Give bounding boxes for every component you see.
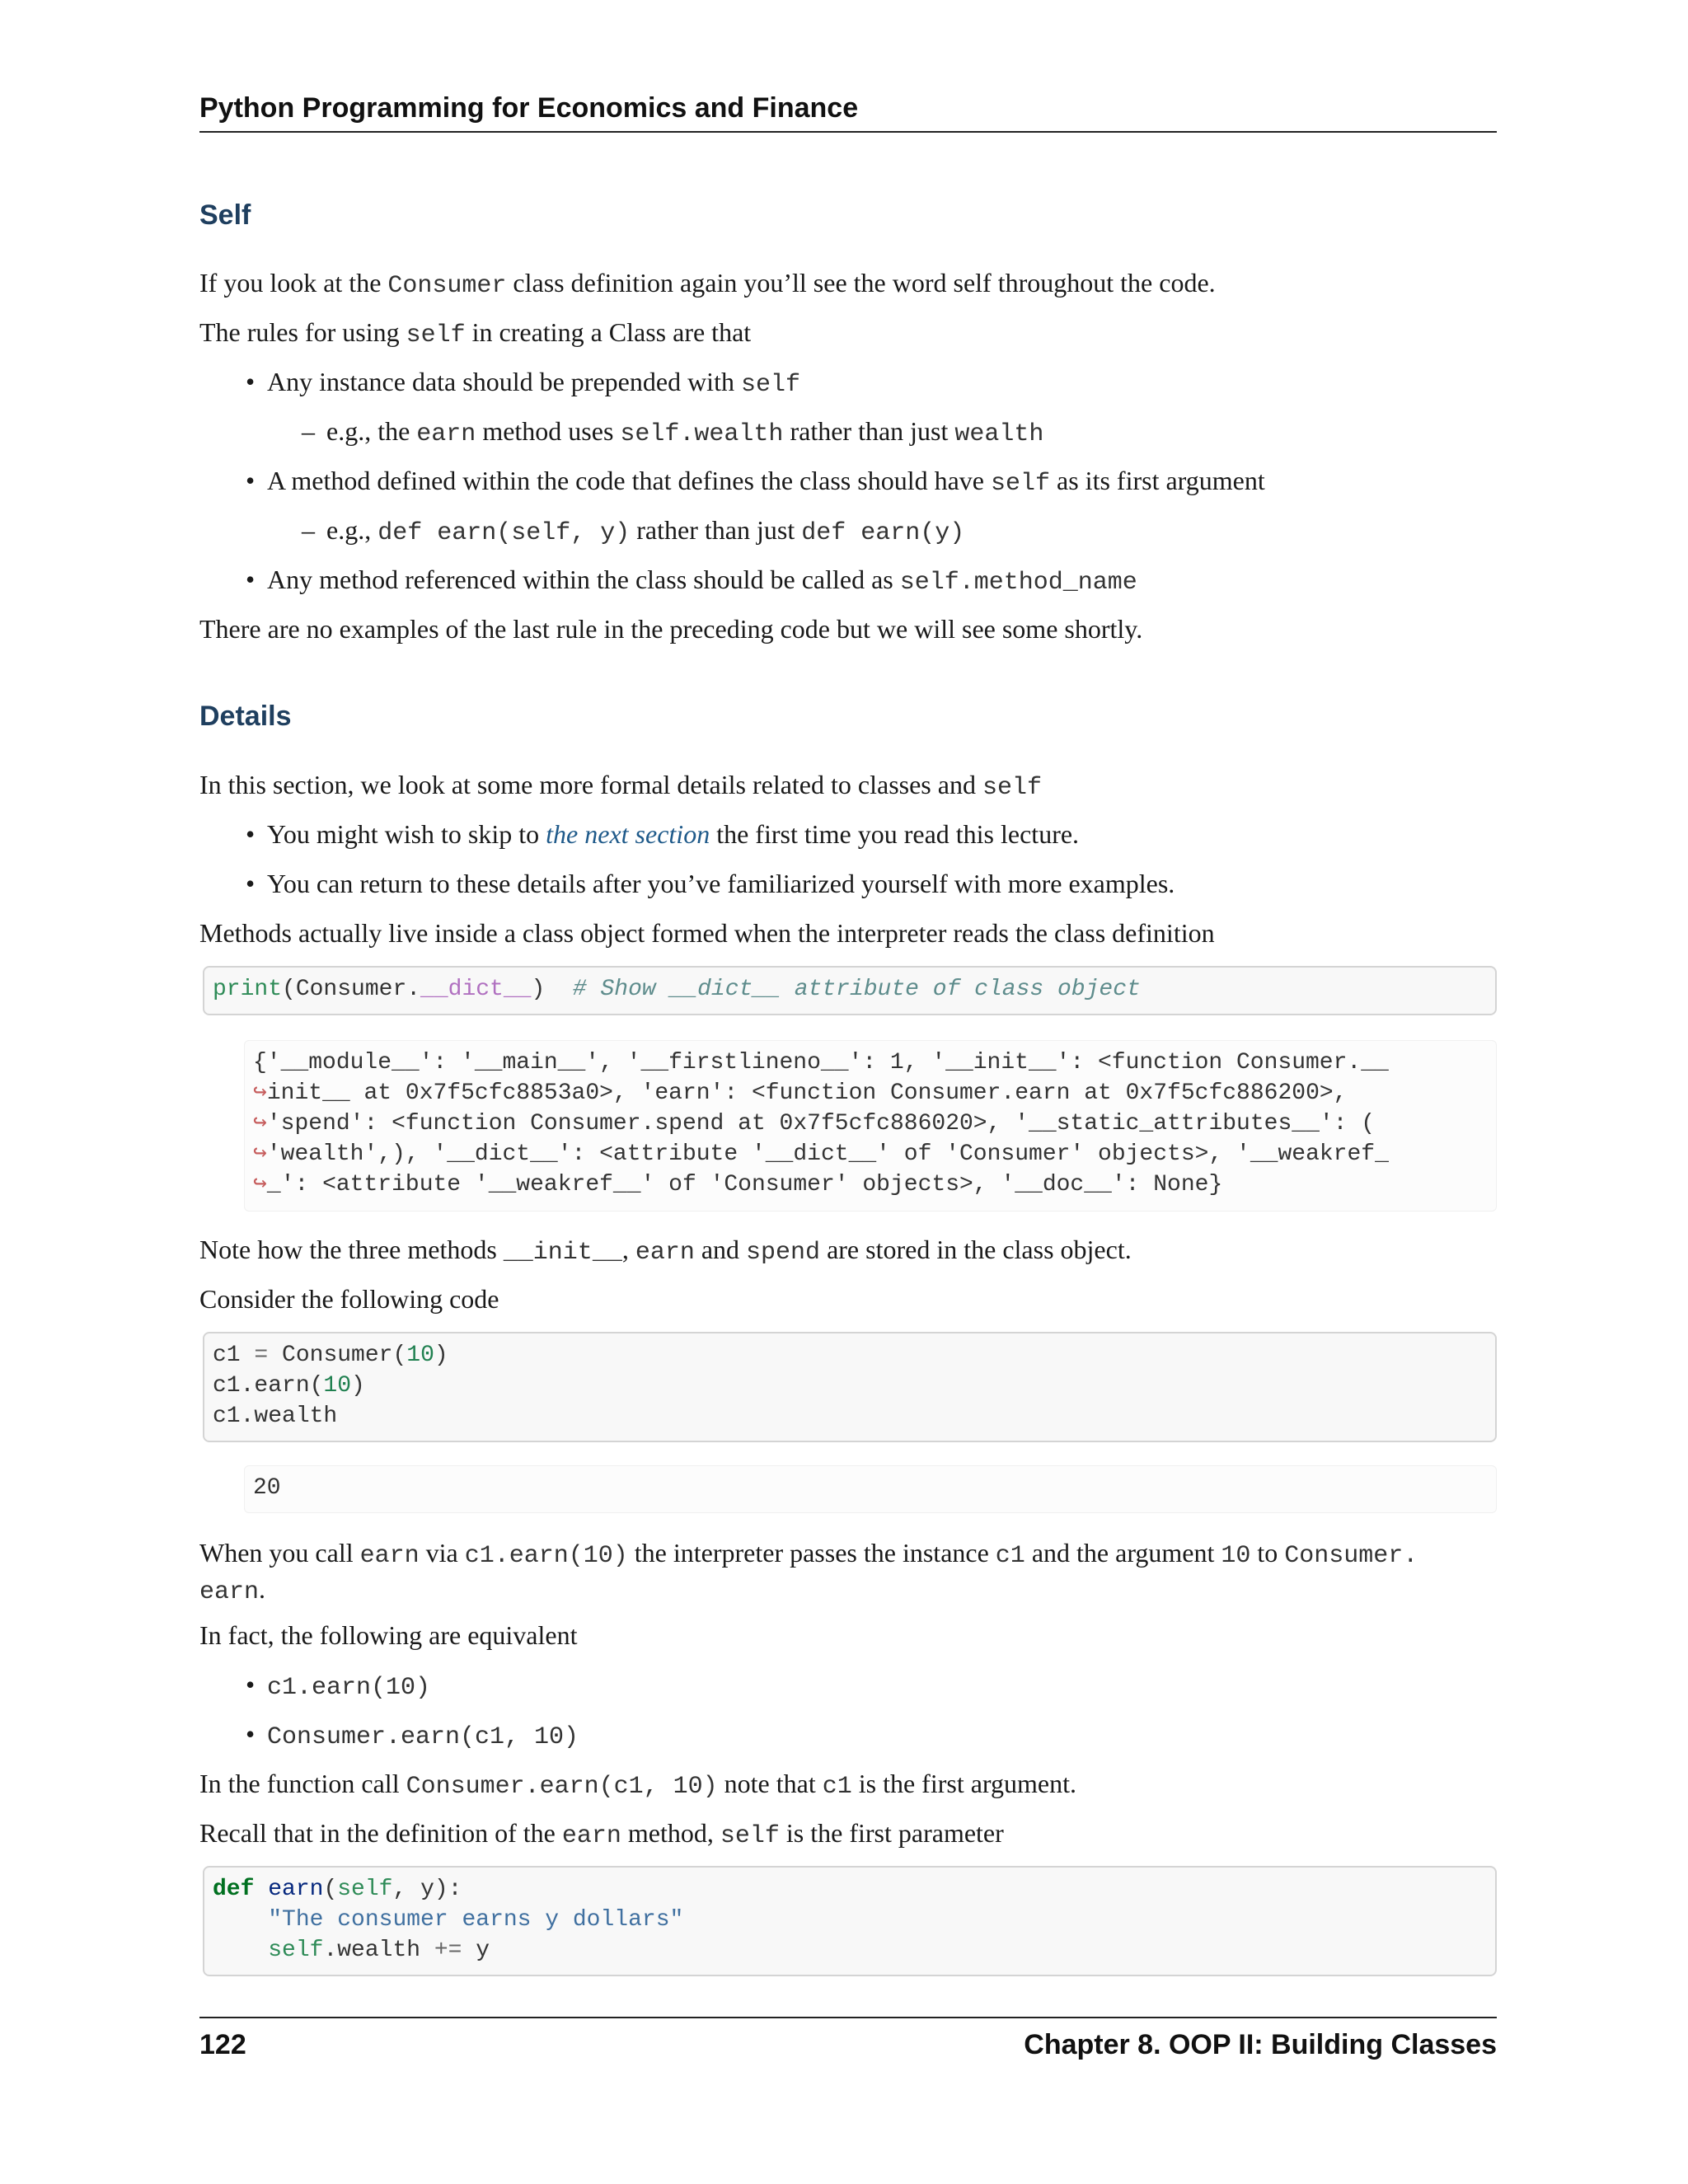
- list-item: • c1.earn(10): [267, 1668, 430, 1704]
- list-item: • You might wish to skip to the next section the first time you read this lecture.: [267, 818, 1079, 851]
- paragraph: There are no examples of the last rule in the preceding code but we will see some shortly.: [199, 614, 1143, 644]
- chapter-title: Chapter 8. OOP II: Building Classes: [1024, 2029, 1497, 2060]
- list-item: • Any instance data should be prepended with self: [267, 365, 800, 401]
- list-item: • You can return to these details after you’ve familiarized yourself with more examples.: [267, 867, 1175, 900]
- output-block: {'__module__': '__main__', '__firstlineno__': 1, '__init__': <function Consumer.__ ↪init__ at 0x7f5cfc8853a0>, 'earn': <function Consumer.earn at 0x7f5cfc886200>, ↪'spend': <function Consumer.spend at 0x7f5cfc886020>, '__static_attributes__': ( ↪'wealth',), '__dict__': <attribute '__dict__' of 'Consumer' objects>, '__weakref_ ↪_': <attribute '__weakref__' of 'Consumer' objects>, '__doc__': None}: [244, 1040, 1497, 1212]
- sub-list-item: – e.g., def earn(self, y) rather than just def earn(y): [326, 513, 964, 550]
- paragraph: The rules for using self in creating a Class are that: [199, 317, 752, 349]
- list-item: • Any method referenced within the class should be called as self.method_name: [267, 563, 1137, 599]
- page-number: 122: [199, 2029, 246, 2060]
- paragraph: Methods actually live inside a class object formed when the interpreter reads the class definition: [199, 918, 1215, 948]
- output-block: 20: [244, 1465, 1497, 1513]
- paragraph: In fact, the following are equivalent: [199, 1620, 578, 1650]
- paragraph: Note how the three methods __init__, earn and spend are stored in the class object.: [199, 1235, 1132, 1267]
- paragraph: Consider the following code: [199, 1284, 499, 1314]
- section-heading-details: Details: [199, 701, 292, 732]
- sub-list-item: – e.g., the earn method uses self.wealth rather than just wealth: [326, 415, 1043, 451]
- code-block: c1 = Consumer(10) c1.earn(10) c1.wealth: [203, 1332, 1497, 1442]
- paragraph: Recall that in the definition of the earn method, self is the first parameter: [199, 1818, 1004, 1850]
- paragraph: In the function call Consumer.earn(c1, 10) note that c1 is the first argument.: [199, 1769, 1076, 1801]
- section-heading-self: Self: [199, 199, 251, 231]
- paragraph: When you call earn via c1.earn(10) the interpreter passes the instance c1 and the argument 10 to Consumer. earn.: [199, 1538, 1418, 1606]
- list-item: • Consumer.earn(c1, 10): [267, 1718, 579, 1754]
- code-block: def earn(self, y): "The consumer earns y dollars" self.wealth += y: [203, 1866, 1497, 1976]
- list-item: • A method defined within the code that defines the class should have self as its first argument: [267, 464, 1265, 500]
- footer-rule: [199, 2017, 1497, 2018]
- next-section-link[interactable]: the next section: [546, 819, 710, 849]
- paragraph: In this section, we look at some more formal details related to classes and self: [199, 770, 1042, 802]
- running-header: Python Programming for Economics and Finance: [199, 92, 1497, 133]
- code-block: print(Consumer.__dict__) # Show __dict__ attribute of class object: [203, 966, 1497, 1015]
- paragraph: If you look at the Consumer class definition again you’ll see the word self throughout the code.: [199, 268, 1216, 300]
